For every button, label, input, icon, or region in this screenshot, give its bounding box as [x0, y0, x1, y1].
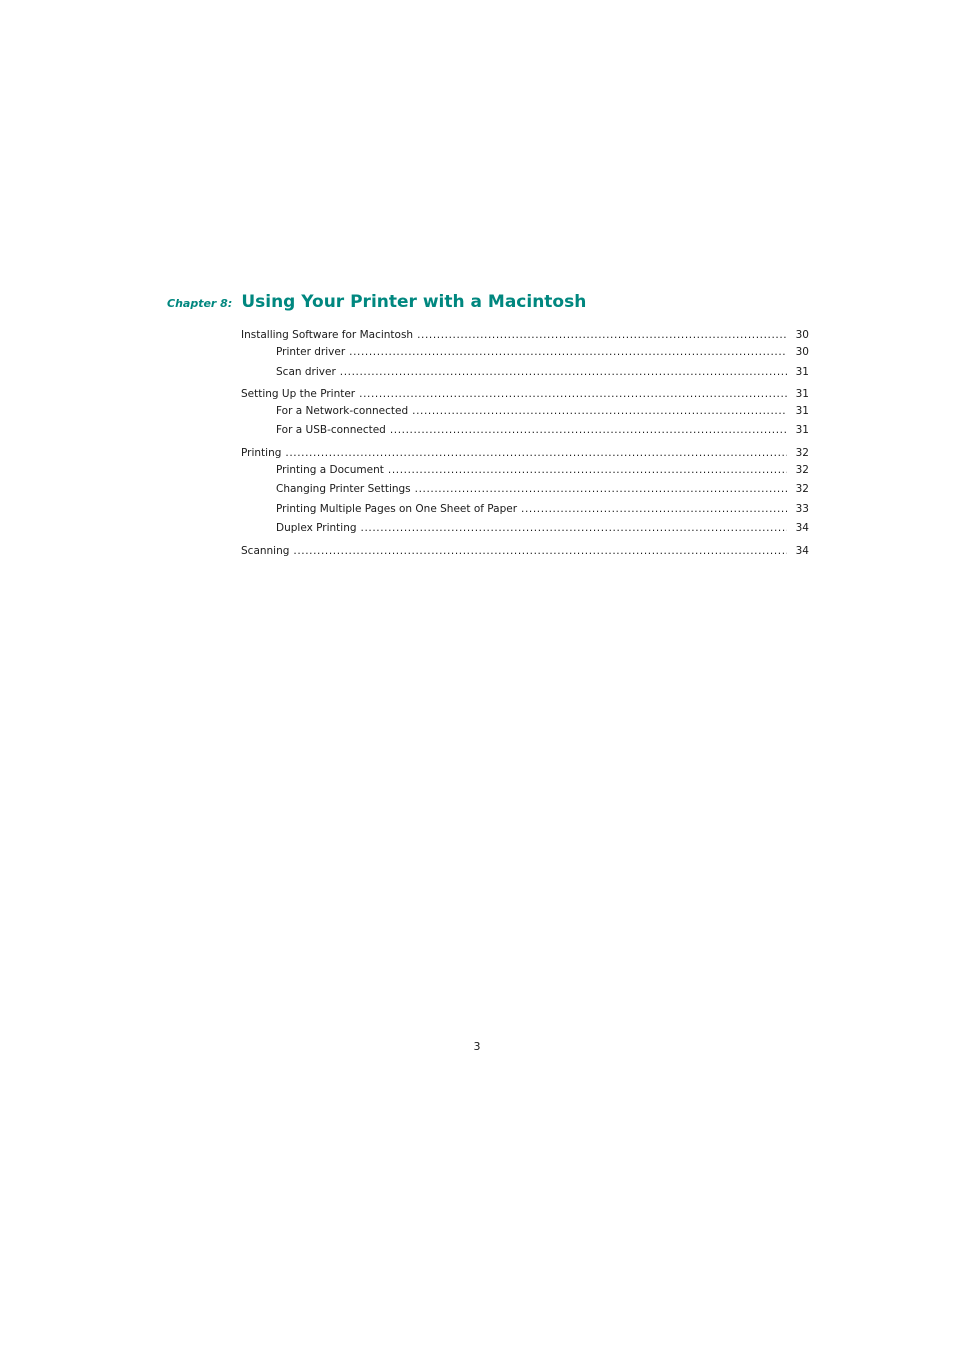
dot-leader [285, 446, 787, 460]
toc-entry-multiple-pages[interactable] [276, 502, 809, 516]
toc-entry-setting-up-printer[interactable] [241, 387, 809, 401]
toc-entry-label: Installing Software for Macintosh [241, 329, 414, 341]
toc-entry-label: Scan driver [276, 366, 336, 378]
toc-entry-scanning[interactable] [241, 544, 809, 558]
dot-leader [293, 544, 787, 558]
toc-entry-network-connected[interactable] [276, 404, 809, 418]
toc-entry-page: 30 [795, 346, 809, 358]
toc-entry-printer-driver[interactable] [276, 345, 809, 359]
chapter-title: Using Your Printer with a Macintosh [241, 292, 587, 312]
toc-entry-label: For a USB-connected [276, 424, 386, 436]
toc-entry-changing-printer-settings[interactable] [276, 482, 809, 496]
dot-leader [521, 502, 787, 516]
toc-entry-page: 32 [795, 447, 809, 459]
toc-entry-label: Printing Multiple Pages on One Sheet of Paper [276, 503, 518, 515]
toc-entry-duplex-printing[interactable] [276, 521, 809, 535]
toc-entry-label: Changing Printer Settings [276, 483, 411, 495]
toc-entry-label: Printer driver [276, 346, 346, 358]
dot-leader [388, 463, 787, 477]
dot-leader [340, 365, 787, 379]
toc-entry-label: Scanning [241, 545, 290, 557]
toc-entry-page: 31 [795, 424, 809, 436]
dot-leader [390, 423, 787, 437]
dot-leader [349, 345, 787, 359]
toc-entry-installing-software[interactable] [241, 328, 809, 342]
toc-entry-printing[interactable] [241, 446, 809, 460]
toc-entry-page: 34 [795, 545, 809, 557]
toc-entry-label: Setting Up the Printer [241, 388, 356, 400]
toc-entry-scan-driver[interactable] [276, 365, 809, 379]
toc-entry-label: Duplex Printing [276, 522, 357, 534]
chapter-label: Chapter 8: [167, 297, 233, 310]
toc-entry-page: 33 [795, 503, 809, 515]
toc-entry-page: 34 [795, 522, 809, 534]
dot-leader [415, 482, 787, 496]
toc-entry-page: 32 [795, 464, 809, 476]
toc-entry-page: 31 [795, 388, 809, 400]
toc-entry-label: For a Network-connected [276, 405, 409, 417]
dot-leader [361, 521, 787, 535]
toc-entry-page: 31 [795, 366, 809, 378]
page-number: 3 [473, 1040, 481, 1053]
toc-entry-page: 30 [795, 329, 809, 341]
toc-entry-usb-connected[interactable] [276, 423, 809, 437]
toc-entry-page: 31 [795, 405, 809, 417]
toc-entry-label: Printing [241, 447, 282, 459]
toc-entry-page: 32 [795, 483, 809, 495]
dot-leader [359, 387, 787, 401]
dot-leader [412, 404, 787, 418]
toc-entry-label: Printing a Document [276, 464, 384, 476]
dot-leader [417, 328, 787, 342]
chapter-heading [167, 292, 586, 312]
toc-entry-printing-document[interactable] [276, 463, 809, 477]
